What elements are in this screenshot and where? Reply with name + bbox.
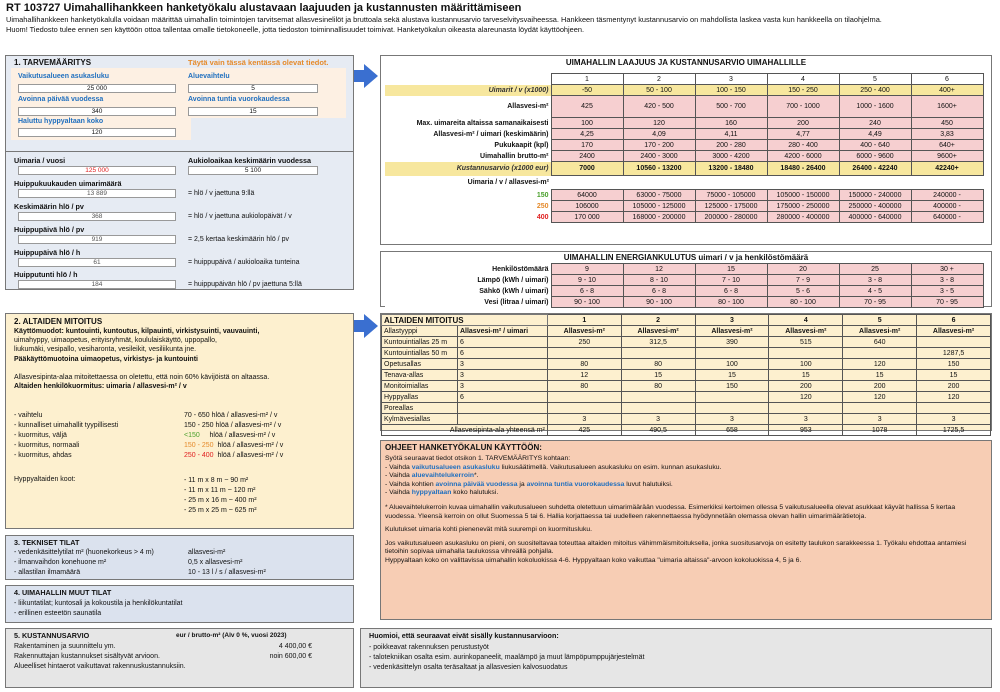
dive-size: - 11 m x 8 m ~ 90 m² <box>184 477 249 484</box>
exclusion-item: - vedenkäsittelyn osalta teräsaltaat ja allasvesien kalvosuodatus <box>369 664 568 671</box>
row-label: Allasvesi-m² <box>385 96 551 118</box>
cell: 7 - 10 <box>695 275 767 286</box>
cell: 20 <box>767 264 839 275</box>
cell: 170 - 200 <box>623 140 695 151</box>
cell: 3 <box>769 414 843 425</box>
cell: 15 <box>621 370 695 381</box>
cell: 640000 - <box>911 212 983 223</box>
population-input[interactable]: 25 000 <box>18 84 176 93</box>
pool-type: Monitoimiallas <box>382 381 458 392</box>
pool-type: Opetusallas <box>382 359 458 370</box>
cell: 240000 - <box>911 190 983 201</box>
col-head: 3 <box>695 315 769 326</box>
cell: 2400 - 3000 <box>623 151 695 162</box>
text-line: Käyttömuodot: kuntouinti, kuntoutus, kilpauinti, virkistysuinti, vauvauinti, <box>14 328 260 335</box>
cell: 90 - 100 <box>623 297 695 308</box>
r5-value: 184 <box>18 280 176 289</box>
cell: 63000 - 75000 <box>623 190 695 201</box>
cell <box>917 337 991 348</box>
dive-label: Hyppyaltaiden koot: <box>14 476 76 483</box>
cell: 200 <box>843 381 917 392</box>
r3-value: 919 <box>18 235 176 244</box>
row-label: Sähkö (kWh / uimari) <box>385 286 551 297</box>
cell: 120 <box>843 359 917 370</box>
cell: 640 <box>843 337 917 348</box>
col-head: 6 <box>911 74 983 85</box>
load-label: - kunnalliset uimahallit tyypillisesti <box>14 422 119 429</box>
cell: 250 <box>547 337 621 348</box>
row-label: Vesi (litraa / uimari) <box>385 297 551 308</box>
pool-ratio: 6 <box>457 392 547 403</box>
cell <box>843 403 917 414</box>
row-label: Pukukaapit (kpl) <box>385 140 551 151</box>
pool-type: Hyppyallas <box>382 392 458 403</box>
zone-factor-input[interactable]: 5 <box>188 84 318 93</box>
col-head: Allasvesi-m² <box>769 326 843 337</box>
pool-type: Kuntouintiallas 25 m <box>382 337 458 348</box>
pool-type: Kylmävesiallas <box>382 414 458 425</box>
pool-type: Tenava-allas <box>382 370 458 381</box>
cell: 15 <box>917 370 991 381</box>
cell: 15 <box>843 370 917 381</box>
arrow-right-icon <box>354 320 364 332</box>
help-paragraph: * Aluevaihtelukerroin kuvaa uimahallin vaikutusalueen suhdetta oletettuun uimarimäärään vuodessa. Esimerkiksi kertoimen ollessa 5 vaikutusalueella olevat asukkaat käyvät hallissa 5 kertaa vuodessa. Yleensä kerroin on ollut Suomessa 5 tai 6. Hallia korjattaessa tai uudelleen rakennettaessa hyödynnetään olemassa olevan hallin uimarimäärätietoja. <box>385 503 956 520</box>
cell: 4,49 <box>839 129 911 140</box>
help-paragraph: Hyppyaltaan koko on valittavissa uimahallin kokoluokissa 4-6. Hyppyaltaan koko vaikuttaa "uimaria altaissa"-arvoon kokoluokissa 4, 5 ja 6. <box>385 556 802 564</box>
total-cell: 953 <box>769 425 843 436</box>
cell: 80 - 100 <box>695 297 767 308</box>
row-label: Lämpö (kWh / uimari) <box>385 275 551 286</box>
section-title: 4. UIMAHALLIN MUUT TILAT <box>14 588 112 597</box>
section-cost <box>5 628 354 688</box>
cell: 400000 - <box>911 201 983 212</box>
cell: 80 <box>547 381 621 392</box>
cell: 42240+ <box>911 162 983 176</box>
text-line: Allasvesipinta-alaa mitoitettaessa on oletettu, että noin 60% kävijöistä on altaassa. <box>14 373 270 381</box>
col-head: Allasvesi-m² <box>621 326 695 337</box>
cell <box>547 403 621 414</box>
cost-unit: eur / brutto-m² (Alv 0 %, vuosi 2023) <box>176 632 287 639</box>
cell: 3 <box>695 414 769 425</box>
r4-value: 61 <box>18 258 176 267</box>
cell: 26400 - 42240 <box>839 162 911 176</box>
energy-table-panel <box>380 251 992 307</box>
load-label: - vaihtelu <box>14 412 43 419</box>
row-label: Uimaria / v / allasvesi-m² <box>467 179 549 186</box>
tech-value: 10 - 13 l / s / allasvesi-m² <box>188 569 266 576</box>
col-head: 3 <box>695 74 767 85</box>
cell: 150 <box>695 381 769 392</box>
col-head: Allasvesi-m² <box>843 326 917 337</box>
load-label: - kuormitus, väljä <box>14 432 67 439</box>
load-value: 150 - 250 <box>184 442 214 449</box>
help-title: OHJEET HANKETYÖKALUN KÄYTTÖÖN: <box>385 443 542 452</box>
pop-label: Vaikutusalueen asukasluku <box>18 73 110 80</box>
tech-value: allasvesi-m² <box>188 549 226 556</box>
cell <box>769 348 843 359</box>
cell <box>695 392 769 403</box>
energy-table <box>385 263 984 308</box>
cell <box>547 348 621 359</box>
r5-label: Huipputunti hlö / h <box>14 270 78 279</box>
text-line: Altaiden henkilökuormitus: uimaria / allasvesi-m² / v <box>14 383 187 391</box>
help-step: - Vaihda aluevaihtelukerroin*. <box>385 472 479 480</box>
load-value: 150 - 250 hlöä / allasvesi-m² / v <box>184 422 282 429</box>
cell: 3,83 <box>911 129 983 140</box>
r4-note: = huippupäivä / aukioloaika tunteina <box>188 259 300 266</box>
cell: 64000 <box>551 190 623 201</box>
cell: 3000 - 4200 <box>695 151 767 162</box>
section-other-spaces <box>5 585 354 623</box>
cell: 1287,5 <box>917 348 991 359</box>
help-panel <box>380 440 992 620</box>
page-title: RT 103727 Uimahallihankkeen hanketyökalu alustavaan laajuuden ja kustannusten määrittämiseen <box>6 2 522 14</box>
cell: 170 <box>551 140 623 151</box>
cell: 90 - 100 <box>551 297 623 308</box>
cell: 80 <box>621 381 695 392</box>
row-label: Uimarit / v (x1000) <box>488 86 549 94</box>
cell: 280 - 400 <box>767 140 839 151</box>
cell: 1600+ <box>911 96 983 118</box>
cell: 80 <box>547 359 621 370</box>
cell: 170 000 <box>551 212 623 223</box>
section-title: 2. ALTAIDEN MITOITUS <box>14 317 103 326</box>
cell: 200 <box>769 381 843 392</box>
section-pool-sizing <box>5 313 354 529</box>
cell: 5 - 6 <box>767 286 839 297</box>
cell: 70 - 95 <box>911 297 983 308</box>
col-head: 2 <box>623 74 695 85</box>
col-head: 6 <box>917 315 991 326</box>
cost-label: Alueelliset hintaerot vaikuttavat rakennuskustannuksiin. <box>14 663 186 670</box>
cell <box>843 348 917 359</box>
swims-value: 125 000 <box>18 166 176 175</box>
dive-size-input[interactable]: 120 <box>18 128 176 137</box>
cell: 3 - 5 <box>911 286 983 297</box>
dive-size: - 11 m x 11 m ~ 120 m² <box>184 487 256 494</box>
cell: 3 <box>621 414 695 425</box>
cell: 100 <box>551 118 623 129</box>
text-line: Pääkäyttömuotoina uimaopetus, virkistys- ja kuntouinti <box>14 355 198 363</box>
r3-note: = 2,5 kertaa keskimäärin hlö / pv <box>188 236 289 243</box>
help-step: - Vaihda hyppyaltaan koko halutuksi. <box>385 489 499 497</box>
cell: 700 - 1000 <box>767 96 839 118</box>
col-head: 5 <box>839 74 911 85</box>
load-label: - kuormitus, normaali <box>14 442 80 449</box>
cell: 400+ <box>911 85 983 96</box>
cell: 3 - 8 <box>839 275 911 286</box>
row-label: Max. uimareita altaissa samanaikaisesti <box>385 118 551 129</box>
cell: 2400 <box>551 151 623 162</box>
cell: 4,11 <box>695 129 767 140</box>
exclusions-panel <box>360 628 992 688</box>
r2-value: 368 <box>18 212 176 221</box>
cell: 425 <box>551 96 623 118</box>
cell: 200 <box>917 381 991 392</box>
cell: 12 <box>623 264 695 275</box>
cell: 312,5 <box>621 337 695 348</box>
col-head: Allastyyppi <box>382 326 458 337</box>
cell: 515 <box>769 337 843 348</box>
cell: 3 - 8 <box>911 275 983 286</box>
cell: 9 - 10 <box>551 275 623 286</box>
cell: 3 <box>917 414 991 425</box>
load-value: 70 - 650 hlöä / allasvesi-m² / v <box>184 412 278 419</box>
r3-label: Huippupäivä hlö / pv <box>14 225 85 234</box>
cell: 15 <box>769 370 843 381</box>
total-cell: 658 <box>695 425 769 436</box>
hours-label: Avoinna tuntia vuorokaudessa <box>188 96 290 103</box>
load-key: 150 <box>385 190 551 201</box>
cell <box>695 348 769 359</box>
cost-label: Rakentaminen ja suunnittelu ym. <box>14 643 116 650</box>
cell: 175000 - 250000 <box>767 201 839 212</box>
cell: 80 - 100 <box>767 297 839 308</box>
cell: 150000 - 240000 <box>839 190 911 201</box>
pool-ratio: 3 <box>457 359 547 370</box>
cell <box>547 392 621 403</box>
cell: 105000 - 150000 <box>767 190 839 201</box>
section-title: 3. TEKNISET TILAT <box>14 538 80 547</box>
cell: 125000 - 175000 <box>695 201 767 212</box>
cell: 18480 - 26400 <box>767 162 839 176</box>
total-label: Allasvesipinta-ala yhteensä m² <box>382 425 548 436</box>
load-key: 400 <box>385 212 551 223</box>
dive-size-label: Haluttu hyppyaltaan koko <box>18 118 104 125</box>
cell: 75000 - 105000 <box>695 190 767 201</box>
table-title: ALTAIDEN MITOITUS <box>382 315 548 326</box>
cell: 3 <box>843 414 917 425</box>
cell: 200 <box>767 118 839 129</box>
pool-type: Kuntouintiallas 50 m <box>382 348 458 359</box>
other-space: - erillinen esteetön saunatila <box>14 610 102 617</box>
cell <box>769 403 843 414</box>
cell: 100 <box>695 359 769 370</box>
table-title: UIMAHALLIN LAAJUUS JA KUSTANNUSARVIO UIMAHALLILLE <box>565 58 807 67</box>
help-paragraph: Kulutukset uimaria kohti pienenevät mitä suurempi on kuormitusluku. <box>385 526 593 534</box>
cell: 240 <box>839 118 911 129</box>
cell: 8 - 10 <box>623 275 695 286</box>
cell: 70 - 95 <box>839 297 911 308</box>
cell: 120 <box>843 392 917 403</box>
cell: 50 - 100 <box>623 85 695 96</box>
cell: 250 - 400 <box>839 85 911 96</box>
scope-table <box>385 73 984 223</box>
cell: 7 - 9 <box>767 275 839 286</box>
cell: 7000 <box>551 162 623 176</box>
load-unit: hlöä / allasvesi-m² / v <box>217 442 284 449</box>
cell: 6 - 8 <box>551 286 623 297</box>
hours-input[interactable]: 15 <box>188 107 318 116</box>
cell: 400 - 640 <box>839 140 911 151</box>
row-label: Henkilöstömäärä <box>385 264 551 275</box>
cell: 30 + <box>911 264 983 275</box>
cell: 120 <box>623 118 695 129</box>
other-space: - liikuntatilat; kuntosali ja kokoustila ja henkilökuntatilat <box>14 600 183 607</box>
cell: 4,77 <box>767 129 839 140</box>
cell: 9 <box>551 264 623 275</box>
total-cell: 490,5 <box>621 425 695 436</box>
intro-line: Huom! Tiedosto tulee ennen sen käyttöön ottoa tallentaa omalle tietokoneelle, jotta tiedoston toiminnallisuudet toimivat. Hanketyökalun oikeasta alareunasta löydät käyttöohjeen. <box>6 24 585 34</box>
tech-label: - ilmanvaihdon konehuone m² <box>14 559 107 566</box>
cell: 1000 - 1600 <box>839 96 911 118</box>
col-head: Allasvesi-m² / uimari <box>457 326 547 337</box>
text-line: uimahyppy, uimaopetus, erityisryhmät, koululaiskäyttö, uppopallo, <box>14 337 217 345</box>
cell: 120 <box>769 392 843 403</box>
r5-note: = huippupäivän hlö / pv jaettuna 5:llä <box>188 281 302 288</box>
col-head: 4 <box>769 315 843 326</box>
col-head: 2 <box>621 315 695 326</box>
cell: 168000 - 200000 <box>623 212 695 223</box>
exclusion-item: - poikkeavat rakennuksen perustustyöt <box>369 644 489 651</box>
section-technical <box>5 535 354 580</box>
pool-ratio: 3 <box>457 370 547 381</box>
cell: 100 - 150 <box>695 85 767 96</box>
cell <box>917 403 991 414</box>
cell: 6 - 8 <box>695 286 767 297</box>
cell: 10560 - 13200 <box>623 162 695 176</box>
cell: 150 <box>917 359 991 370</box>
pool-ratio <box>457 414 547 425</box>
section-title: 5. KUSTANNUSARVIO <box>14 631 90 640</box>
row-label: Uimahallin brutto-m² <box>385 151 551 162</box>
cell: 4200 - 6000 <box>767 151 839 162</box>
exclusions-title: Huomioi, että seuraavat eivät sisälly kustannusarvioon: <box>369 631 559 640</box>
col-head: 1 <box>547 315 621 326</box>
cell: 400000 - 640000 <box>839 212 911 223</box>
total-cell: 1078 <box>843 425 917 436</box>
cell: 9600+ <box>911 151 983 162</box>
intro-text <box>6 15 991 35</box>
cell: 390 <box>695 337 769 348</box>
col-head: 5 <box>843 315 917 326</box>
section-needs <box>5 55 354 290</box>
cell: 6 - 8 <box>623 286 695 297</box>
r1-value: 13 889 <box>18 189 176 198</box>
intro-line: Uimahallihankkeen hanketyökalulla voidaan määrittää uimahallin toimintojen tarvitsemat allasvesinelilöt ja bruttoala sekä alustava kustannusarvio tarveselvitysvaiheessa. Hankkeen täsmentynyt kustannusarvio on mahdollista laskea vasta kun hankkeella on tilaohjelma. <box>6 15 882 24</box>
swims-label: Uimaria / vuosi <box>14 156 66 165</box>
cell: 13200 - 18480 <box>695 162 767 176</box>
zone-label: Aluevaihtelu <box>188 73 230 80</box>
r4-label: Huippupäivä hlö / h <box>14 248 81 257</box>
cell: 100 <box>769 359 843 370</box>
load-unit: hlöä / allasvesi-m² / v <box>217 452 284 459</box>
row-label: Allasvesi-m² / uimari (keskimäärin) <box>385 129 551 140</box>
cell <box>621 392 695 403</box>
open-label: Aukioloaikaa keskimäärin vuodessa <box>188 156 312 165</box>
cell: 4,09 <box>623 129 695 140</box>
total-cell: 425 <box>547 425 621 436</box>
cell: 105000 - 125000 <box>623 201 695 212</box>
open-value: 5 100 <box>188 166 318 175</box>
cell: 4,25 <box>551 129 623 140</box>
cell: 25 <box>839 264 911 275</box>
r2-note: = hlö / v jaettuna aukiolopäivät / v <box>188 213 292 220</box>
cost-value: 4 400,00 € <box>278 643 312 650</box>
cost-label: Rakennuttajan kustannukset sisältyvät arvioon. <box>14 653 160 660</box>
cell: 200 - 280 <box>695 140 767 151</box>
cell <box>621 403 695 414</box>
tech-label: - allastilan ilmamäärä <box>14 569 81 576</box>
cell: 500 - 700 <box>695 96 767 118</box>
cell: 12 <box>547 370 621 381</box>
total-cell: 1725,5 <box>917 425 991 436</box>
cell: 160 <box>695 118 767 129</box>
cell: 3 <box>547 414 621 425</box>
table-title: UIMAHALLIN ENERGIANKULUTUS uimari / v ja henkilöstömäärä <box>563 253 809 262</box>
load-value: 250 - 400 <box>184 452 214 459</box>
dive-size: - 25 m x 16 m ~ 400 m² <box>184 497 257 504</box>
col-head: Allasvesi-m² <box>547 326 621 337</box>
load-unit: hlöä / allasvesi-m² / v <box>209 432 276 439</box>
col-head: Allasvesi-m² <box>917 326 991 337</box>
tech-value: 0,5 x allasvesi-m² <box>188 559 243 566</box>
pool-ratio: 3 <box>457 381 547 392</box>
r2-label: Keskimäärin hlö / pv <box>14 202 84 211</box>
row-label: Kustannusarvio (x1000 eur) <box>456 165 549 172</box>
load-value: <150 <box>184 432 200 439</box>
cell: 200000 - 280000 <box>695 212 767 223</box>
fill-note: Täytä vain tässä kentässä olevat tiedot. <box>188 58 329 67</box>
load-key: 250 <box>385 201 551 212</box>
help-paragraph: Jos vaikutusalueen asukasluku on pieni, on suositeltavaa toteuttaa altaiden mitoitus vähimmäismitoituksella, jonka suositusarvoja on esitetty taulukon sarakkeessa 1. Työkalu ehdottaa antamiesi tietoihin sopivaa uimahalla taulukossa vihreällä pohjalla. <box>385 539 967 556</box>
col-head: 4 <box>767 74 839 85</box>
exclusion-item: - talotekniikan osalta esim. aurinkopaneelit, maalämpö ja muut lämpöpumppujärjestelmät <box>369 654 645 661</box>
section-title: 1. TARVEMÄÄRITYS <box>14 58 92 67</box>
help-intro: Syötä seuraavat tiedot otsikon 1. TARVEMÄÄRITYS kohtaan: <box>385 455 571 462</box>
col-head: 1 <box>551 74 623 85</box>
days-label: Avoinna päivää vuodessa <box>18 96 104 103</box>
pool-ratio <box>457 403 547 414</box>
cell: 640+ <box>911 140 983 151</box>
load-label: - kuormitus, ahdas <box>14 452 72 459</box>
pool-ratio: 6 <box>457 337 547 348</box>
cell: 15 <box>695 370 769 381</box>
help-step: - Vaihda kohtien avoinna päivää vuodessa ja avoinna tuntia vuorokaudessa luvut halutuiksi. <box>385 480 673 488</box>
pool-table-panel <box>380 313 992 434</box>
r1-note: = hlö / v jaettuna 9:llä <box>188 190 255 197</box>
text-line: liukumäki, vesipallo, vesiharonta, vesileikit, vesiliikunta jne. <box>14 346 197 354</box>
cell: 120 <box>917 392 991 403</box>
col-head: Allasvesi-m² <box>695 326 769 337</box>
arrow-right-icon <box>354 70 364 82</box>
pool-type: Poreallas <box>382 403 458 414</box>
cell: 15 <box>695 264 767 275</box>
days-input[interactable]: 340 <box>18 107 176 116</box>
cell: 106000 <box>551 201 623 212</box>
cell: 6000 - 9600 <box>839 151 911 162</box>
pool-table <box>381 314 991 436</box>
cell <box>695 403 769 414</box>
cell: 250000 - 400000 <box>839 201 911 212</box>
pool-ratio: 6 <box>457 348 547 359</box>
tech-label: - vedenkäsittelytilat m² (huonekorkeus > 4 m) <box>14 549 154 556</box>
cell: 4 - 5 <box>839 286 911 297</box>
cell: 150 - 250 <box>767 85 839 96</box>
help-step: - Vaihda vaikutusalueen asukasluku liukusäätimellä. Vaikutusalueen asukasluku on esim. kunnan asukasluku. <box>385 463 722 471</box>
cell: 280000 - 400000 <box>767 212 839 223</box>
dive-size: - 25 m x 25 m ~ 625 m² <box>184 507 257 514</box>
cell: 450 <box>911 118 983 129</box>
scope-cost-table <box>380 55 992 245</box>
cell <box>621 348 695 359</box>
cost-value: noin 600,00 € <box>269 653 312 660</box>
cell: -50 <box>551 85 623 96</box>
cell: 420 - 500 <box>623 96 695 118</box>
r1-label: Huippukuukauden uimarimäärä <box>14 179 122 188</box>
cell: 80 <box>621 359 695 370</box>
